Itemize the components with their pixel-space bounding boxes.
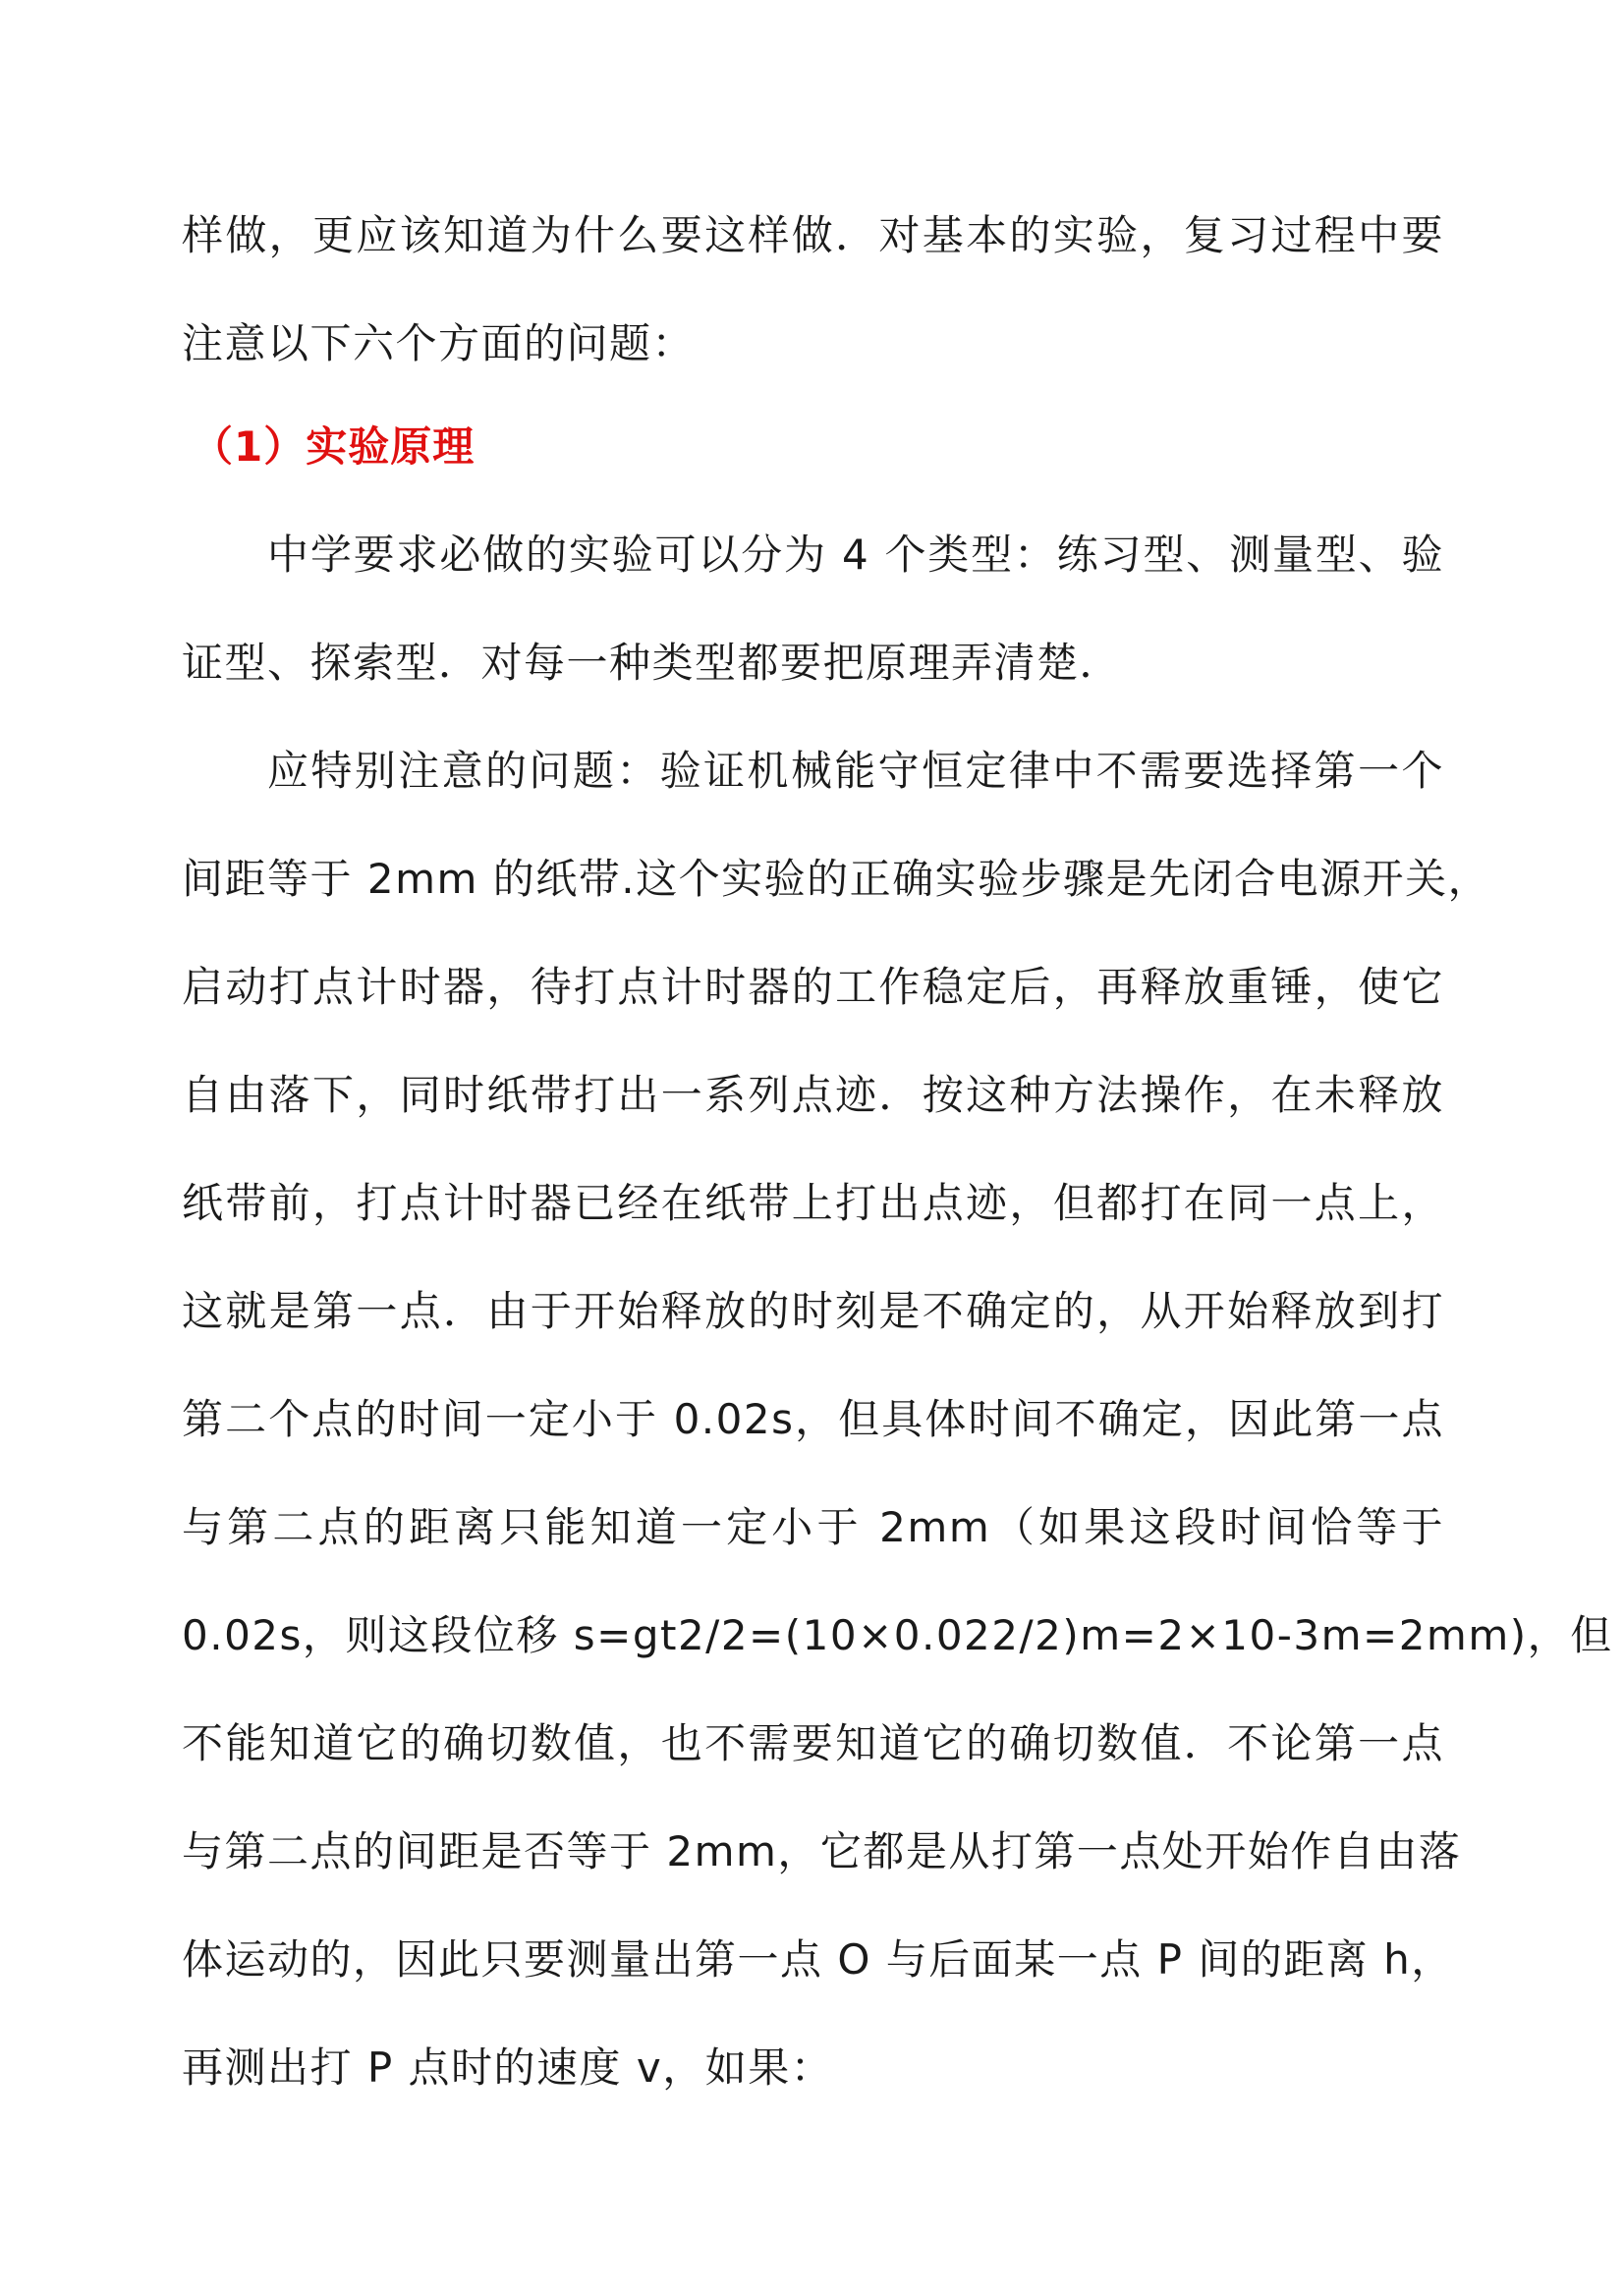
types-line-1: 中学要求必做的实验可以分为 4 个类型：练习型、测量型、验	[267, 531, 1444, 579]
types-line-2: 证型、探索型．对每一种类型都要把原理弄清楚．	[182, 639, 1123, 687]
notes-line-3: 启动打点计时器，待打点计时器的工作稳定后，再释放重锤，使它	[182, 963, 1444, 1011]
notes-line-9: 0.02s，则这段位移 s=gt2/2=(10×0.022/2)m=2×10-3m=2mm)，但	[182, 1611, 1613, 1659]
notes-line-5: 纸带前，打点计时器已经在纸带上打出点迹，但都打在同一点上，	[182, 1179, 1444, 1227]
notes-line-11: 与第二点的间距是否等于 2mm，它都是从打第一点处开始作自由落	[182, 1827, 1462, 1875]
notes-line-13: 再测出打 P 点时的速度 v，如果：	[182, 2043, 834, 2092]
notes-line-1: 应特别注意的问题：验证机械能守恒定律中不需要选择第一个	[267, 747, 1444, 795]
intro-line-2: 注意以下六个方面的问题：	[182, 319, 696, 367]
notes-line-2: 间距等于 2mm 的纸带.这个实验的正确实验步骤是先闭合电源开关，	[182, 855, 1491, 903]
notes-line-8: 与第二点的距离只能知道一定小于 2mm（如果这段时间恰等于	[182, 1503, 1444, 1551]
section-heading-experiment-principle: （1）实验原理	[192, 422, 476, 471]
notes-line-4: 自由落下，同时纸带打出一系列点迹．按这种方法操作，在未释放	[182, 1071, 1444, 1119]
intro-line-1: 样做，更应该知道为什么要这样做．对基本的实验，复习过程中要	[182, 211, 1444, 259]
notes-line-7: 第二个点的时间一定小于 0.02s，但具体时间不确定，因此第一点	[182, 1395, 1444, 1443]
notes-line-10: 不能知道它的确切数值，也不需要知道它的确切数值．不论第一点	[182, 1719, 1444, 1767]
notes-line-12: 体运动的，因此只要测量出第一点 O 与后面某一点 P 间的距离 h，	[182, 1935, 1454, 1984]
notes-line-6: 这就是第一点．由于开始释放的时刻是不确定的，从开始释放到打	[182, 1287, 1444, 1335]
